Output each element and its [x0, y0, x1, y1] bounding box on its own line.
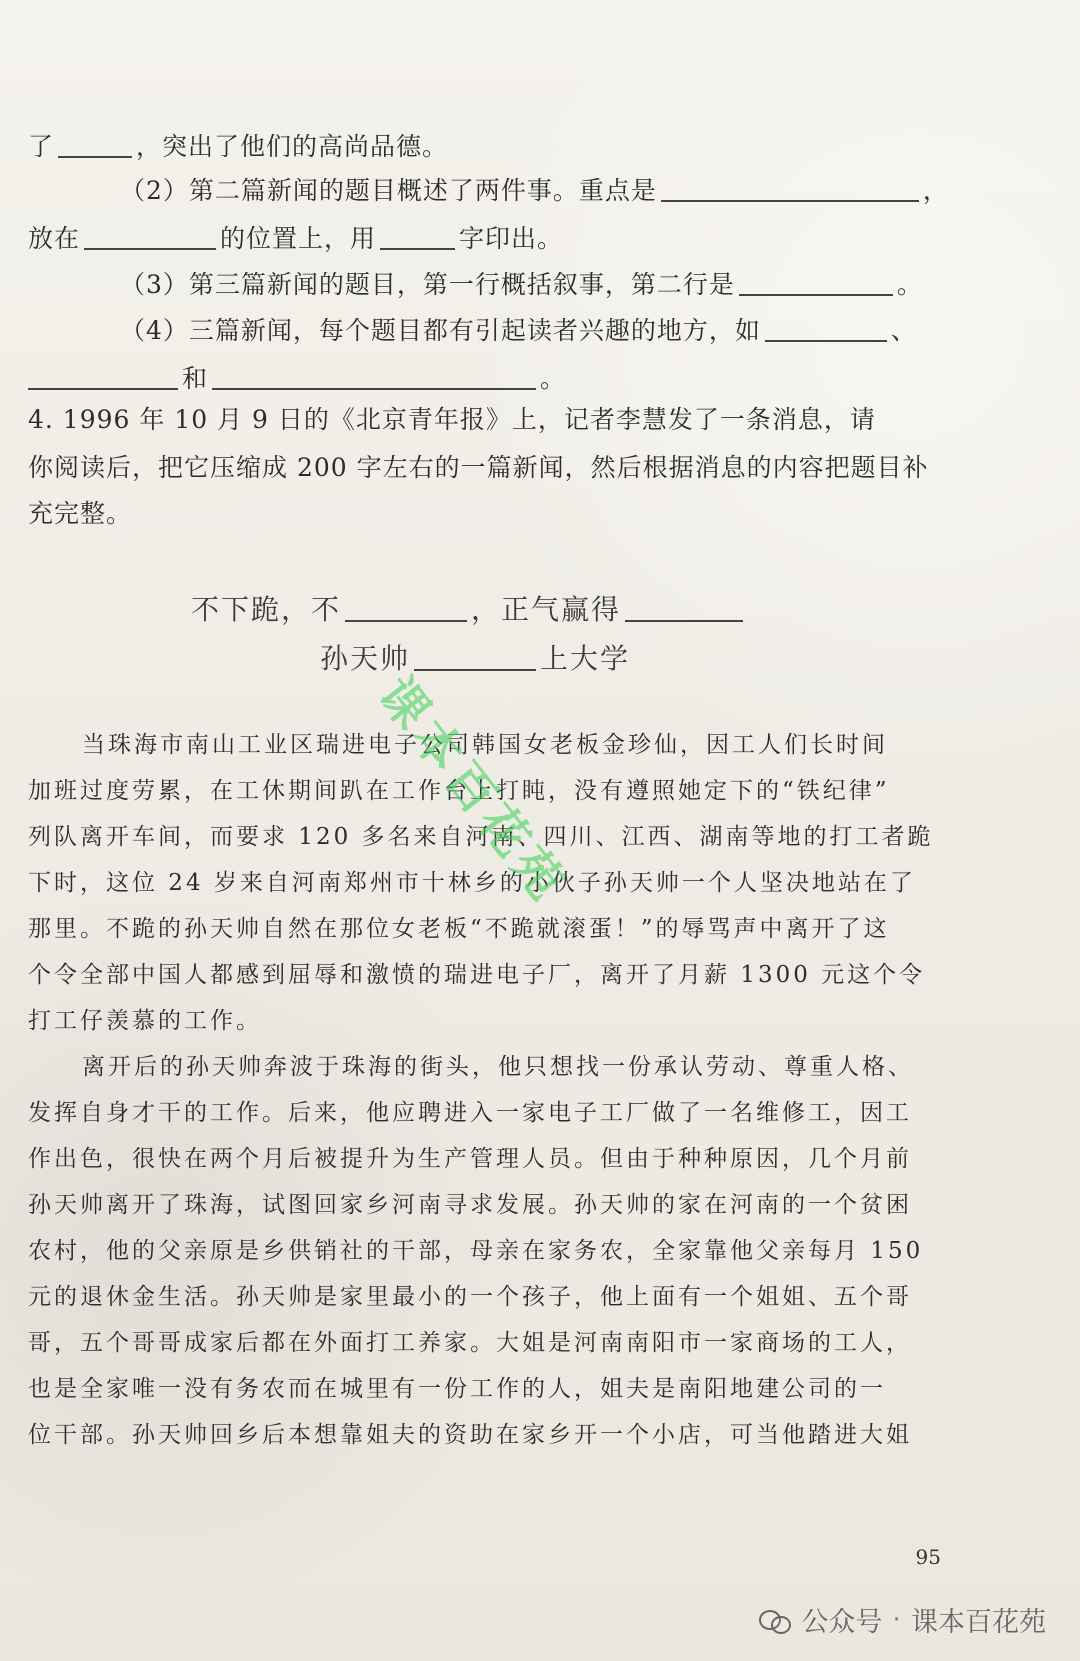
paragraph-2-line-9: 位干部。孙天帅回乡后本想靠姐夫的资助在家乡开一个小店，可当他踏进大姐 — [28, 1422, 912, 1448]
blank-4 — [380, 228, 455, 250]
footer-separator: · — [892, 1604, 901, 1635]
paragraph-2-line-1: 离开后的孙天帅奔波于珠海的街头，他只想找一份承认劳动、尊重人格、 — [82, 1054, 914, 1080]
paragraph-2-line-3: 作出色，很快在两个月后被提升为生产管理人员。但由于种种原因，几个月前 — [28, 1146, 912, 1172]
blank-5 — [739, 274, 893, 296]
wechat-icon — [757, 1603, 791, 1637]
headline-blank-2 — [625, 596, 743, 622]
paragraph-1-line-3: 列队离开车间，而要求 120 多名来自河南、四川、江西、湖南等地的打工者跪 — [28, 824, 934, 850]
paragraph-2-line-4: 孙天帅离开了珠海，试图回家乡河南寻求发展。孙天帅的家在河南的一个贫困 — [28, 1192, 912, 1218]
paragraph-2-line-7: 哥，五个哥哥成家后都在外面打工养家。大姐是河南南阳市一家商场的工人， — [28, 1330, 912, 1356]
blank-6 — [765, 320, 887, 342]
paragraph-2-line-5: 农村，他的父亲原是乡供销社的干部，母亲在家务农，全家靠他父亲每月 150 — [28, 1238, 924, 1264]
task-line-1: 4. 1996 年 10 月 9 日的《北京青年报》上，记者李慧发了一条消息，请 — [28, 405, 876, 434]
question-line-4: （3）第三篇新闻的题目，第一行概括叙事，第二行是 。 — [120, 270, 923, 299]
watermark: 课本百花苑 — [367, 666, 578, 915]
paragraph-1-line-1: 当珠海市南山工业区瑞进电子公司韩国女老板金珍仙，因工人们长时间 — [82, 732, 888, 758]
blank-1 — [58, 136, 132, 158]
paragraph-2-line-8: 也是全家唯一没有务农而在城里有一份工作的人，姐夫是南阳地建公司的一 — [28, 1376, 886, 1402]
blank-8 — [212, 368, 536, 390]
paragraph-1-line-4: 下时，这位 24 岁来自河南郑州市十林乡的小伙子孙天帅一个人坚决地站在了 — [28, 870, 916, 896]
paragraph-1-line-6: 个令全部中国人都感到屈辱和激愤的瑞进电子厂，离开了月薪 1300 元这个令 — [28, 962, 926, 988]
footer-label-2: 课本百花苑 — [911, 1607, 1046, 1638]
question-line-3: 放在 的位置上，用 字印出。 — [28, 224, 564, 253]
paragraph-1-line-5: 那里。不跪的孙天帅自然在那位女老板“不跪就滚蛋！”的辱骂声中离开了这 — [28, 916, 890, 942]
headline-line-2: 孙天帅 上大学 — [320, 642, 631, 675]
headline-line-1: 不下跪，不 ，正气赢得 — [191, 593, 747, 627]
task-line-3: 充完整。 — [28, 499, 133, 528]
blank-7 — [28, 368, 178, 390]
paragraph-1-line-7: 打工仔羡慕的工作。 — [28, 1008, 262, 1034]
footer-label-1: 公众号 — [801, 1607, 883, 1638]
headline-blank-1 — [345, 596, 467, 622]
footer-brand — [757, 1600, 1046, 1639]
question-line-1: 了 ，突出了他们的高尚品德。 — [28, 132, 449, 161]
paragraph-2-line-2: 发挥自身才干的工作。后来，他应聘进入一家电子工厂做了一名维修工，因工 — [28, 1100, 912, 1126]
question-line-6: 和 。 — [28, 364, 566, 394]
paragraph-1-line-2: 加班过度劳累，在工休期间趴在工作台上打盹，没有遵照她定下的“铁纪律” — [28, 778, 890, 804]
page-number: 95 — [915, 1545, 941, 1569]
blank-3 — [84, 228, 216, 250]
headline-blank-3 — [414, 645, 536, 671]
blank-2 — [661, 180, 919, 202]
task-line-2: 你阅读后，把它压缩成 200 字左右的一篇新闻，然后根据消息的内容把题目补 — [28, 453, 929, 482]
paragraph-2-line-6: 元的退休金生活。孙天帅是家里最小的一个孩子，他上面有一个姐姐、五个哥 — [28, 1284, 912, 1310]
question-line-5: （4）三篇新闻，每个题目都有引起读者兴趣的地方，如 、 — [120, 316, 917, 345]
question-line-2: （2）第二篇新闻的题目概述了两件事。重点是 ， — [120, 176, 949, 205]
